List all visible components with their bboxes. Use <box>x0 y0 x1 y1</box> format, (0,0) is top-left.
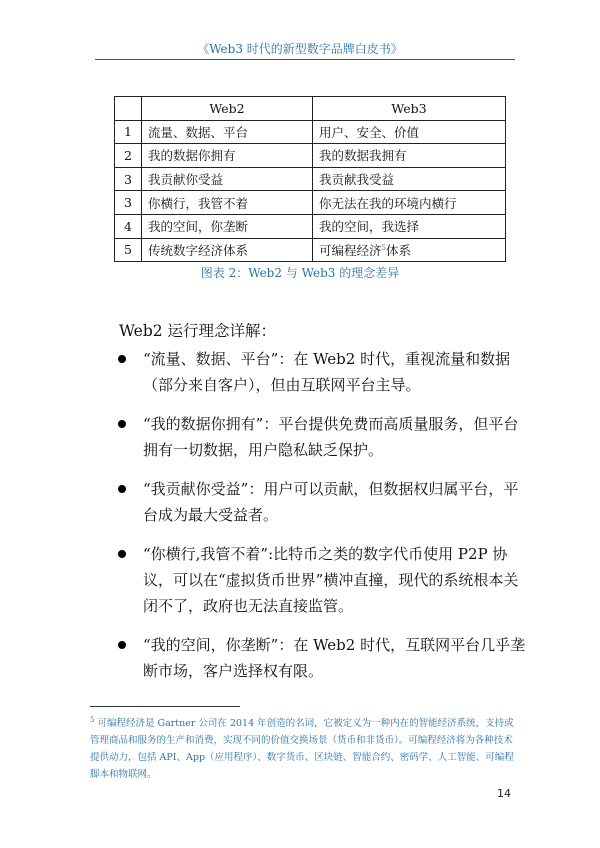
list-item: “我的空间，你垄断”：在 Web2 时代，互联网平台几乎垄断市场，客户选择权有限。 <box>118 632 530 684</box>
table-row <box>115 238 506 262</box>
table-row <box>115 167 506 191</box>
table-header-web2: Web2 <box>142 97 313 121</box>
row-number: 5 <box>115 238 142 262</box>
web2-cell: 流量、数据、平台 <box>142 120 313 144</box>
web2-cell: 你横行，我管不着 <box>142 191 313 215</box>
table-header-cell <box>115 97 142 121</box>
footnote-text: 可编程经济是 Gartner 公司在 2014 年创造的名词，它被定义为一种内在的智能经济系统，支持或管理商品和服务的生产和消费，实现不同的价值交换场景（货币和非货币）。可编程经济将为各种技术提供动力，包括 API、App（应用程序）、数字货币、区块链、智能合约、密码学、人工智能、可编程脚本和物联网。 <box>90 718 514 781</box>
comparison-table <box>114 96 506 262</box>
table-row <box>115 144 506 168</box>
footnote-number: 5 <box>90 716 95 724</box>
web3-cell: 我贡献我受益 <box>313 167 506 191</box>
web2-cell: 传统数字经济体系 <box>142 238 313 262</box>
running-header: 《Web3 时代的新型数字品牌白皮书》 <box>197 42 403 56</box>
row-number: 3 <box>115 191 142 215</box>
table-row <box>115 120 506 144</box>
footnote-reference[interactable]: 5 <box>381 243 386 252</box>
table-caption: 图表 2：Web2 与 Web3 的理念差异 <box>200 266 400 280</box>
list-item: “我的数据你拥有”：平台提供免费而高质量服务，但平台拥有一切数据，用户隐私缺乏保护。 <box>118 411 530 463</box>
row-number: 3 <box>115 167 142 191</box>
header-divider <box>95 59 515 60</box>
table-row <box>115 191 506 215</box>
web3-cell <box>313 238 506 262</box>
table-header-row <box>115 97 506 121</box>
page-number: 14 <box>497 787 511 800</box>
list-item: “流量、数据、平台”：在 Web2 时代，重视流量和数据（部分来自客户），但由互联网平台主导。 <box>118 346 530 398</box>
web3-cell-tail: 体系 <box>385 242 411 258</box>
table-row <box>115 214 506 238</box>
row-number: 4 <box>115 214 142 238</box>
footnote-divider <box>90 706 240 707</box>
row-number: 2 <box>115 144 142 168</box>
web3-cell: 我的空间，我选择 <box>313 214 506 238</box>
bullet-list <box>118 346 530 697</box>
list-item: “你横行,我管不着”:比特币之类的数字代币使用 P2P 协议，可以在“虚拟货币世界”横冲直撞，现代的系统根本关闭不了，政府也无法直接监管。 <box>118 541 530 619</box>
footnote <box>90 712 520 783</box>
web3-cell: 用户、安全、价值 <box>313 120 506 144</box>
web2-cell: 我的数据你拥有 <box>142 144 313 168</box>
web2-cell: 我贡献你受益 <box>142 167 313 191</box>
web3-cell: 你无法在我的环境内横行 <box>313 191 506 215</box>
section-intro: Web2 运行理念详解： <box>119 322 277 340</box>
web3-cell-text: 可编程经济 <box>319 242 382 258</box>
row-number: 1 <box>115 120 142 144</box>
web2-cell: 我的空间，你垄断 <box>142 214 313 238</box>
table-header-web3: Web3 <box>313 97 506 121</box>
web3-cell: 我的数据我拥有 <box>313 144 506 168</box>
list-item: “我贡献你受益”：用户可以贡献，但数据权归属平台，平台成为最大受益者。 <box>118 476 530 528</box>
